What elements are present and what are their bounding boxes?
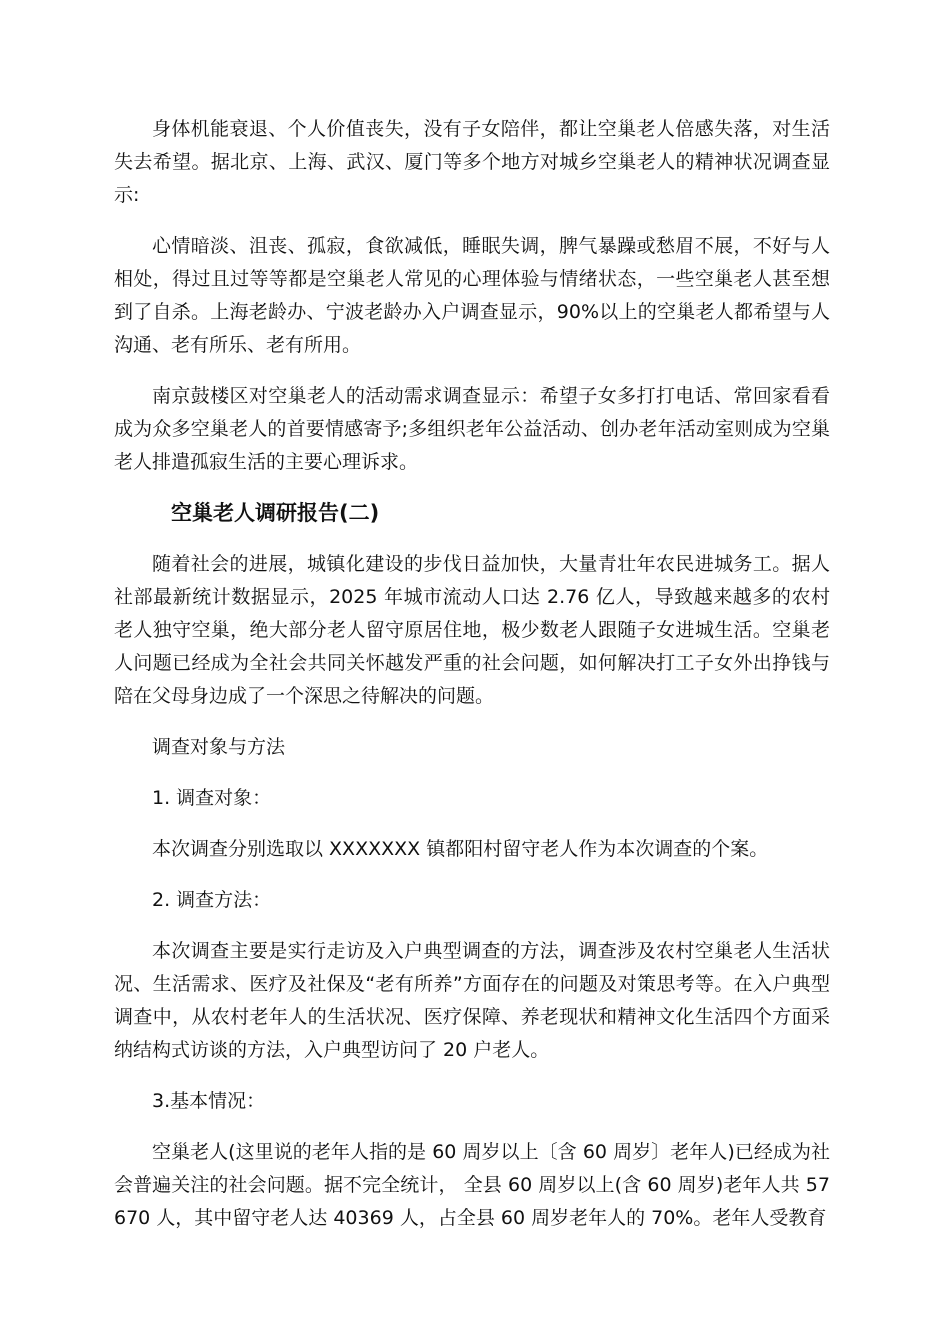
- paragraph-survey-subjects: 本次调查分别选取以 XXXXXXX 镇都阳村留守老人作为本次调查的个案。: [152, 838, 769, 860]
- paragraph-spiritual-state: 身体机能衰退、个人价值丧失，没有子女陪伴，都让空巢老人倍感失落，对生活失去希望。据北京、上海、武汉、厦门等多个地方对城乡空巢老人的精神状况调查显示:: [114, 118, 830, 206]
- paragraph-basic-situation: 空巢老人(这里说的老年人指的是 60 周岁以上〔含 60 周岁〕老年人)已经成为社会普遍关注的社会问题。据不完全统计， 全县 60 周岁以上(含 60 周岁)老年人共 57670 人，其中留守老人达 40369 人，占全县 60 周岁老年人的 70%。老年人受教育: [114, 1141, 830, 1229]
- document-body: [114, 113, 830, 1253]
- section-heading: 空巢老人调研报告(二): [171, 501, 380, 525]
- paragraph-activity-needs: 南京鼓楼区对空巢老人的活动需求调查显示：希望子女多打打电话、常回家看看成为众多空巢老人的首要情感寄予;多组织老年公益活动、创办老年活动室则成为空巢老人排遣孤寂生活的主要心理诉求。: [114, 385, 830, 473]
- subheading-subjects-methods: 调查对象与方法: [152, 736, 286, 758]
- paragraph-survey-methods: 本次调查主要是实行走访及入户典型调查的方法，调查涉及农村空巢老人生活状况、生活需求、医疗及社保及“老有所养”方面存在的问题及对策思考等。在入户典型调查中，从农村老年人的生活状况、医疗保障、养老现状和精神文化生活四个方面采纳结构式访谈的方法，入户典型访问了 20 户老人。: [114, 940, 830, 1061]
- subheading-basic-situation: 3.基本情况：: [152, 1090, 266, 1112]
- paragraph-background: 随着社会的进展，城镇化建设的步伐日益加快，大量青壮年农民进城务工。据人社部最新统计数据显示，2025 年城市流动人口达 2.76 亿人，导致越来越多的农村老人独守空巢，绝大部分老人留守原居住地，极少数老人跟随子女进城生活。空巢老人问题已经成为全社会共同关怀越发严重的社会问题，如何解决打工子女外出挣钱与陪在父母身边成了一个深思之待解决的问题。: [114, 553, 830, 707]
- paragraph-emotional-state: 心情暗淡、沮丧、孤寂，食欲减低，睡眠失调，脾气暴躁或愁眉不展，不好与人相处，得过且过等等都是空巢老人常见的心理体验与情绪状态，一些空巢老人甚至想到了自杀。上海老龄办、宁波老龄办入户调查显示，90%以上的空巢老人都希望与人沟通、老有所乐、老有所用。: [114, 235, 830, 356]
- subheading-survey-subjects: 1. 调查对象：: [152, 787, 272, 809]
- subheading-survey-methods: 2. 调查方法：: [152, 889, 272, 911]
